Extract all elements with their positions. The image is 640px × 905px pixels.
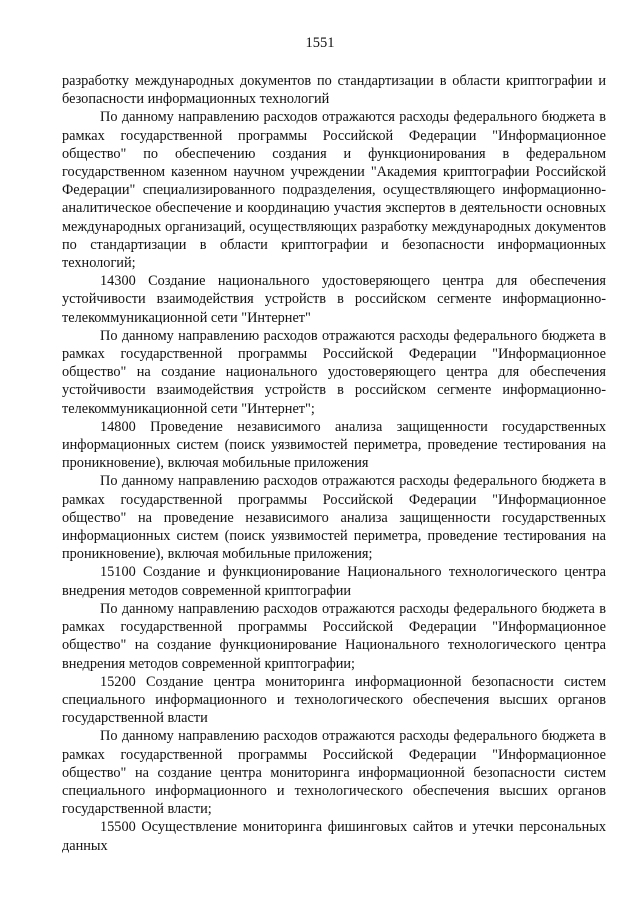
paragraph-expense-description: По данному направлению расходов отражаются расходы федерального бюджета в рамках государственной программы Российской Федерации "Информационное общество" на проведение независимого анализа защищенности государственных информационных систем (поиск уязвимостей периметра, проведение тестирования на проникновение), включая мобильные приложения; bbox=[62, 473, 606, 563]
document-body bbox=[62, 72, 606, 855]
paragraph-continuation: разработку международных документов по стандартизации в области криптографии и безопасности информационных технологий bbox=[62, 73, 606, 108]
paragraph-expense-description: По данному направлению расходов отражаются расходы федерального бюджета в рамках государственной программы Российской Федерации "Информационное общество" по обеспечению создания и функционирования в федеральном государственном казенном научном учреждении "Академия криптографии Российской Федерации" специализированного подразделения, осуществляющего информационно-аналитическое обеспечение и координацию участия экспертов в деятельности основных международных организаций, осуществляющих разработку международных документов по стандартизации в области криптографии и безопасности информационных технологий; bbox=[62, 109, 606, 272]
paragraph-expense-description: По данному направлению расходов отражаются расходы федерального бюджета в рамках государственной программы Российской Федерации "Информационное общество" на создание национального удостоверяющего центра для обеспечения устойчивости взаимодействия устройств в российском сегменте информационно-телекоммуникационной сети "Интернет"; bbox=[62, 327, 606, 417]
paragraph-code-15100: 15100 Создание и функционирование Национального технологического центра внедрения методов современной криптографии bbox=[62, 564, 606, 599]
page-number: 1551 bbox=[305, 35, 335, 51]
paragraph-code-14800: 14800 Проведение независимого анализа защищенности государственных информационных систем (поиск уязвимостей периметра, проведение тестирования на проникновение), включая мобильные приложения bbox=[62, 418, 606, 472]
paragraph-expense-description: По данному направлению расходов отражаются расходы федерального бюджета в рамках государственной программы Российской Федерации "Информационное общество" на создание функционирование Национального технологического центра внедрения методов современной криптографии; bbox=[62, 600, 606, 672]
paragraph-expense-description: По данному направлению расходов отражаются расходы федерального бюджета в рамках государственной программы Российской Федерации "Информационное общество" на создание центра мониторинга информационной безопасности систем специального информационного и технологического обеспечения высших органов государственной власти; bbox=[62, 728, 606, 818]
paragraph-code-15500: 15500 Осуществление мониторинга фишинговых сайтов и утечки персональных данных bbox=[62, 819, 606, 854]
paragraph-code-15200: 15200 Создание центра мониторинга информационной безопасности систем специального информационного и технологического обеспечения высших органов государственной власти bbox=[62, 673, 606, 727]
paragraph-code-14300: 14300 Создание национального удостоверяющего центра для обеспечения устойчивости взаимодействия устройств в российском сегменте информационно-телекоммуникационной сети "Интернет" bbox=[62, 273, 606, 326]
